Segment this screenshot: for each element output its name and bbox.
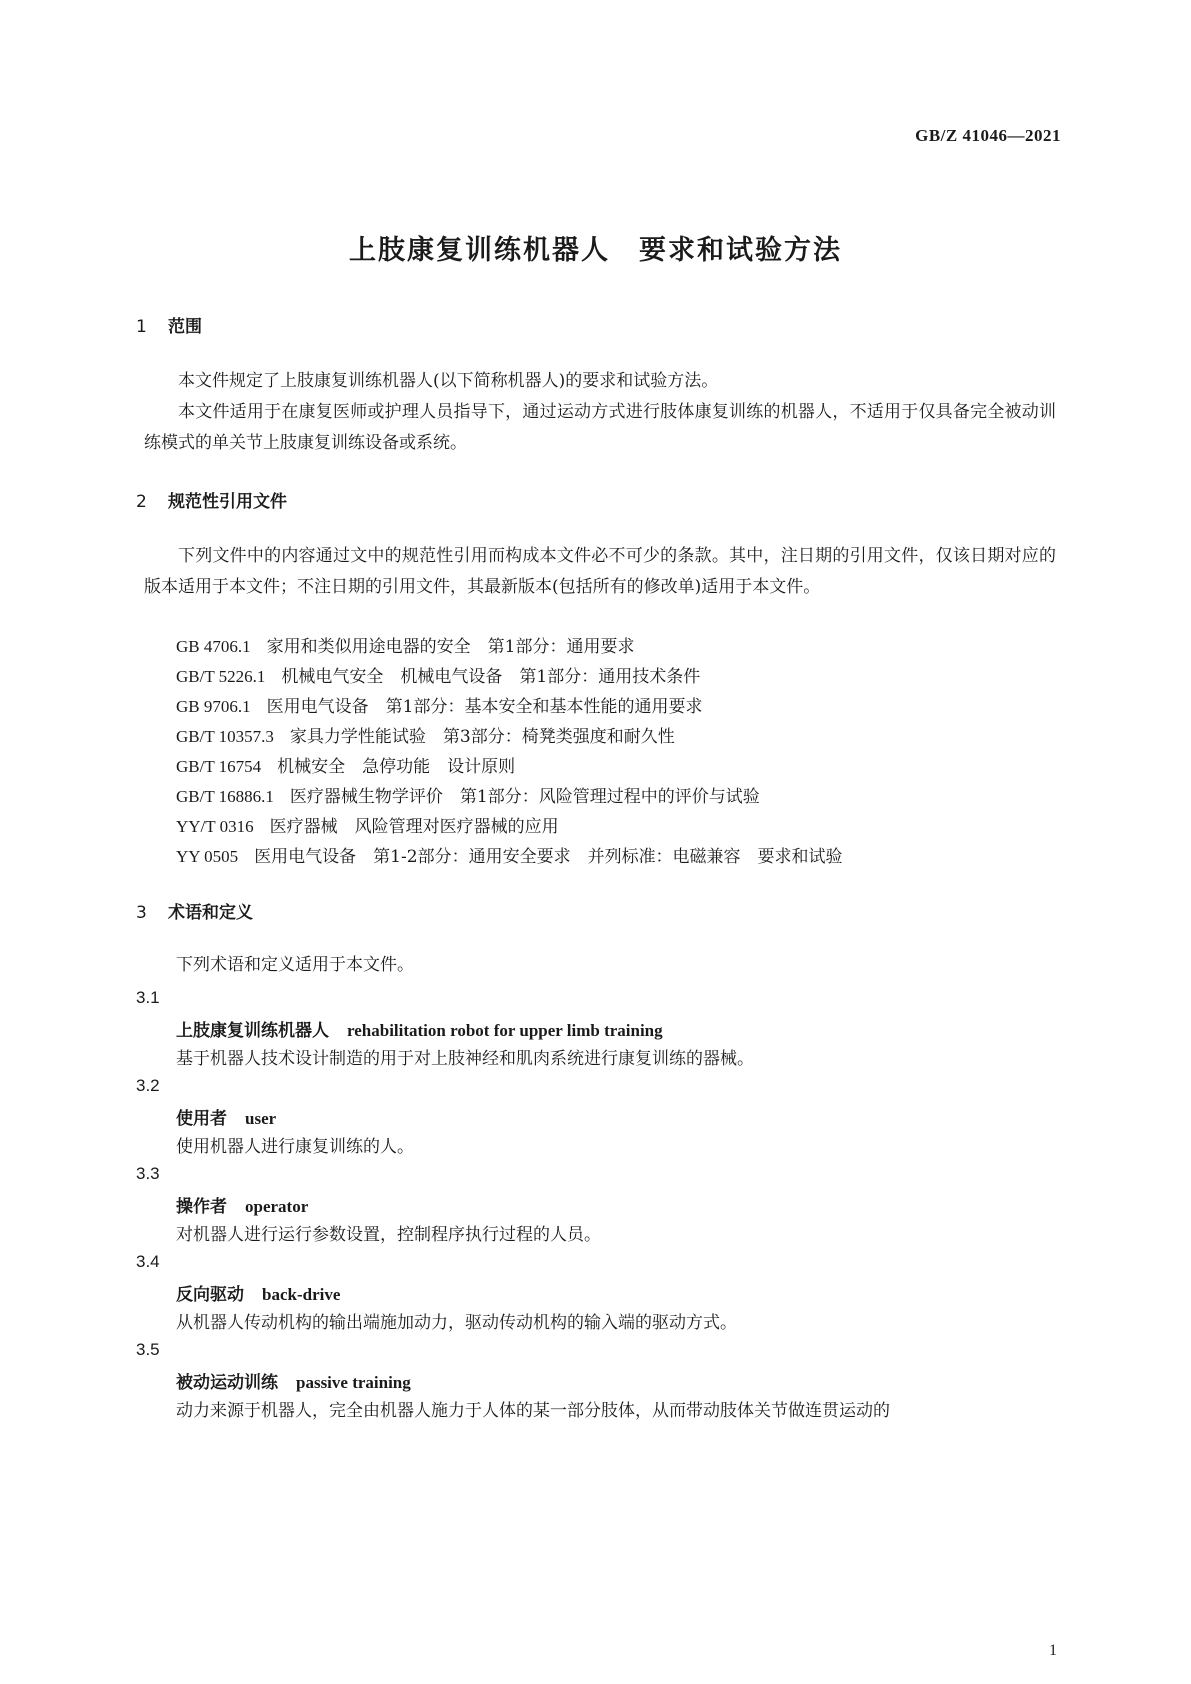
document-number: GB/Z 41046—2021 xyxy=(915,126,1061,145)
document-title: 上肢康复训练机器人 要求和试验方法 xyxy=(349,235,842,266)
reference-item xyxy=(176,632,634,657)
page-number: 1 xyxy=(1049,1642,1057,1659)
reference-title: 机械电气安全 机械电气设备 第1部分：通用技术条件 xyxy=(281,667,701,687)
reference-code: GB 4706.1 xyxy=(176,637,251,656)
reference-item xyxy=(176,662,700,687)
term-number: 3.2 xyxy=(136,1076,160,1095)
section-title: 规范性引用文件 xyxy=(168,492,287,512)
term-definition: 基于机器人技术设计制造的用于对上肢神经和肌肉系统进行康复训练的器械。 xyxy=(176,1049,754,1069)
reference-title: 医用电气设备 第1部分：基本安全和基本性能的通用要求 xyxy=(266,697,703,717)
section-1-paragraph-1: 本文件规定了上肢康复训练机器人(以下简称机器人)的要求和试验方法。 xyxy=(178,371,719,391)
term-english: back-drive xyxy=(262,1285,341,1304)
reference-title: 医疗器械 风险管理对医疗器械的应用 xyxy=(269,817,559,837)
reference-code: YY 0505 xyxy=(176,847,239,866)
term-chinese: 反向驱动 xyxy=(176,1285,244,1305)
term-number: 3.4 xyxy=(136,1252,160,1271)
term-definition: 对机器人进行运行参数设置，控制程序执行过程的人员。 xyxy=(176,1225,601,1245)
term-english: operator xyxy=(245,1197,309,1216)
reference-code: GB/T 10357.3 xyxy=(176,727,274,746)
term-number: 3.5 xyxy=(136,1340,160,1359)
section-2-heading xyxy=(136,487,287,512)
reference-item xyxy=(176,692,702,717)
section-1-paragraph-2: 本文件适用于在康复医师或护理人员指导下，通过运动方式进行肢体康复训练的机器人，不适用于仅具备完全被动训练模式的单关节上肢康复训练设备或系统。 xyxy=(144,402,1056,453)
section-number: 2 xyxy=(136,492,147,512)
reference-code: GB 9706.1 xyxy=(176,697,251,716)
section-1-heading xyxy=(136,312,202,337)
reference-item xyxy=(176,782,760,807)
term-chinese: 被动运动训练 xyxy=(176,1373,278,1393)
section-3-heading xyxy=(136,898,253,923)
term-name xyxy=(176,1104,276,1129)
reference-item xyxy=(176,842,843,867)
section-title: 范围 xyxy=(168,317,202,337)
term-english: user xyxy=(245,1109,277,1128)
reference-title: 医疗器械生物学评价 第1部分：风险管理过程中的评价与试验 xyxy=(289,787,760,807)
term-name xyxy=(176,1368,411,1393)
reference-title: 机械安全 急停功能 设计原则 xyxy=(277,757,516,777)
term-chinese: 操作者 xyxy=(176,1197,227,1217)
reference-item xyxy=(176,812,559,837)
term-number: 3.1 xyxy=(136,988,160,1007)
reference-code: GB/T 16886.1 xyxy=(176,787,274,806)
reference-title: 家具力学性能试验 第3部分：椅凳类强度和耐久性 xyxy=(289,727,675,747)
term-definition: 使用机器人进行康复训练的人。 xyxy=(176,1137,414,1157)
reference-item xyxy=(176,752,515,777)
section-2-intro: 下列文件中的内容通过文中的规范性引用而构成本文件必不可少的条款。其中，注日期的引用文件，仅该日期对应的版本适用于本文件；不注日期的引用文件，其最新版本(包括所有的修改单)适用于本文件。 xyxy=(144,546,1056,597)
term-definition: 从机器人传动机构的输出端施加动力，驱动传动机构的输入端的驱动方式。 xyxy=(176,1313,737,1333)
section-title: 术语和定义 xyxy=(168,903,253,923)
reference-title: 家用和类似用途电器的安全 第1部分：通用要求 xyxy=(266,637,635,657)
reference-code: YY/T 0316 xyxy=(176,817,254,836)
term-name xyxy=(176,1016,663,1041)
section-3-intro: 下列术语和定义适用于本文件。 xyxy=(176,955,414,975)
term-number: 3.3 xyxy=(136,1164,160,1183)
term-name xyxy=(176,1280,340,1305)
section-number: 3 xyxy=(136,903,147,923)
reference-item xyxy=(176,722,675,747)
term-definition: 动力来源于机器人，完全由机器人施力于人体的某一部分肢体，从而带动肢体关节做连贯运动的 xyxy=(176,1401,890,1421)
term-english: rehabilitation robot for upper limb training xyxy=(347,1021,663,1040)
section-number: 1 xyxy=(136,317,147,337)
reference-code: GB/T 16754 xyxy=(176,757,262,776)
term-chinese: 上肢康复训练机器人 xyxy=(176,1021,329,1041)
term-english: passive training xyxy=(296,1373,411,1392)
term-chinese: 使用者 xyxy=(176,1109,227,1129)
reference-title: 医用电气设备 第1-2部分：通用安全要求 并列标准：电磁兼容 要求和试验 xyxy=(254,847,843,867)
reference-code: GB/T 5226.1 xyxy=(176,667,266,686)
term-name xyxy=(176,1192,308,1217)
